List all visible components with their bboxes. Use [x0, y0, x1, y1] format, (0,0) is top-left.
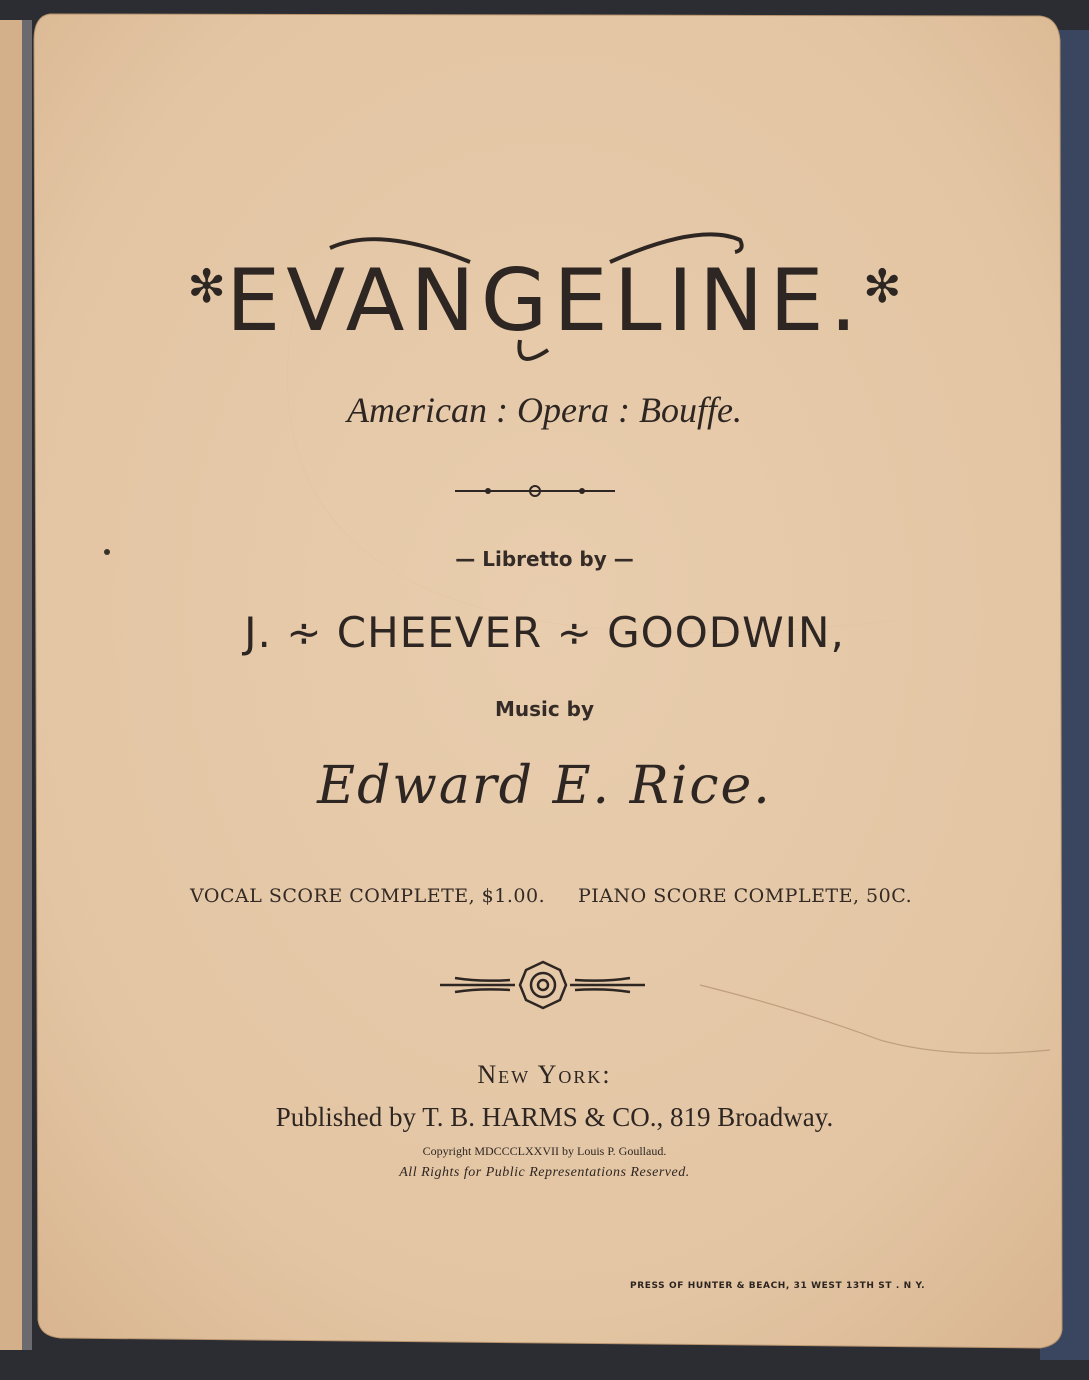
piano-score-price: PIANO SCORE COMPLETE, 50C. — [578, 885, 913, 907]
publisher-line: Published by T. B. HARMS & CO., 819 Broadway. — [275, 1102, 834, 1132]
title-star-right: ✻ — [863, 259, 902, 313]
title-text: EVANGELINE — [225, 251, 830, 351]
title-dot: . — [829, 251, 864, 351]
vocal-score-price: VOCAL SCORE COMPLETE, $1.00. — [190, 885, 546, 907]
composer-name: Edward E. Rice. — [317, 756, 772, 816]
librettist-name: J. ∻ CHEEVER ∻ GOODWIN, — [244, 608, 845, 657]
title-star-left: ✻ — [187, 259, 226, 313]
music-label: Music by — [494, 697, 595, 721]
publisher-city: New York: — [477, 1060, 612, 1089]
rights-line: All Rights for Public Representations Reserved. — [399, 1165, 690, 1180]
printer-imprint: PRESS OF HUNTER & BEACH, 31 WEST 13TH ST . N Y. — [630, 1281, 926, 1291]
subtitle: American : Opera : Bouffe. — [347, 390, 742, 430]
libretto-label: — Libretto by — — [455, 547, 634, 571]
title — [0, 251, 1089, 351]
copyright-line: Copyright MDCCCLXXVII by Louis P. Goullaud. — [422, 1144, 667, 1158]
